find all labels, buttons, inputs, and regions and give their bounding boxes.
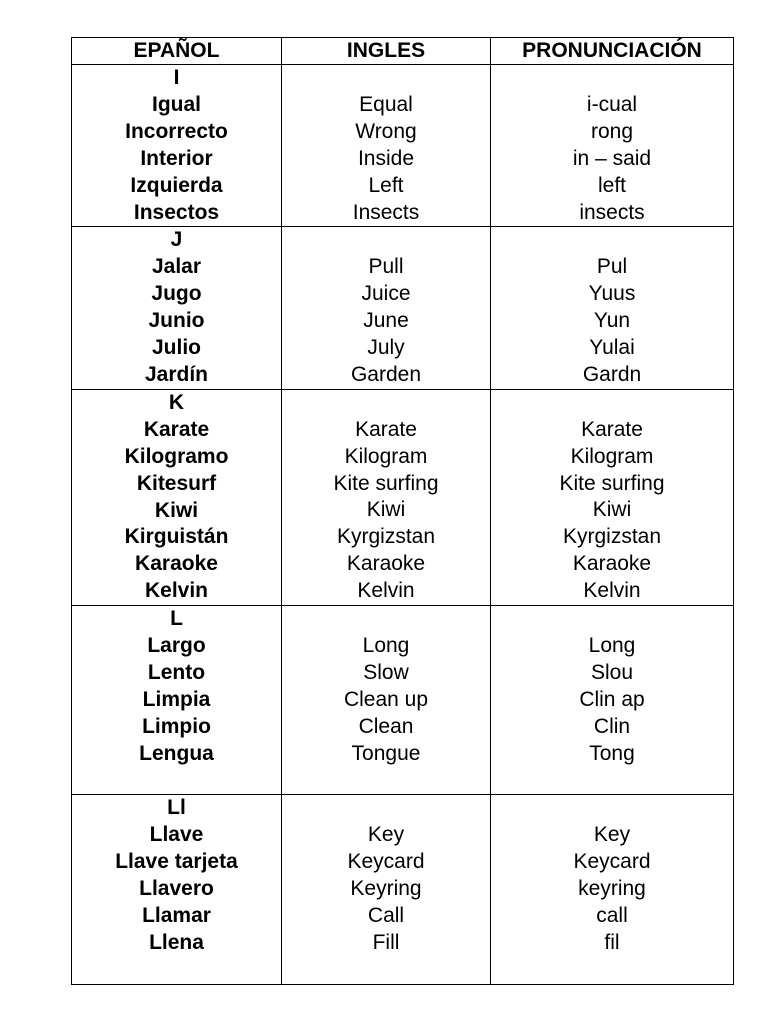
pronunciation-word: Yun <box>593 309 631 333</box>
english-word: Wrong <box>355 119 417 143</box>
english-word: Karate <box>355 417 417 441</box>
english-word: Key <box>367 823 405 847</box>
spanish-word: Limpio <box>142 714 211 738</box>
english-word: Kiwi <box>366 498 406 522</box>
spanish-word: Llamar <box>142 904 211 928</box>
spanish-word: Kirguistán <box>124 525 229 549</box>
cell-spacer <box>491 795 733 822</box>
pronunciation-cell <box>491 795 734 984</box>
cell-spacer <box>491 227 733 254</box>
spanish-word: Junio <box>148 309 205 333</box>
pronunciation-word: keyring <box>578 877 646 901</box>
spanish-word: Interior <box>140 146 213 170</box>
pronunciation-word: Kelvin <box>583 579 641 603</box>
english-word: Keyring <box>350 877 422 901</box>
pronunciation-word: Kilogram <box>570 444 654 468</box>
cell-spacer <box>72 768 281 795</box>
cell-spacer <box>72 957 281 984</box>
spanish-word: Kelvin <box>144 579 209 603</box>
cell-spacer <box>282 957 490 984</box>
header-english: INGLES <box>282 38 491 65</box>
pronunciation-word: Kyrgizstan <box>562 525 662 549</box>
english-word: June <box>363 309 409 333</box>
pronunciation-word: Pul <box>596 255 628 279</box>
spanish-word: Llave tarjeta <box>115 850 238 874</box>
english-word: Fill <box>372 930 400 954</box>
english-word: Kelvin <box>357 579 415 603</box>
header-pronunciation: PRONUNCIACIÓN <box>491 38 734 65</box>
section-letter: K <box>168 390 185 414</box>
header-row <box>72 38 734 65</box>
pronunciation-word: insects <box>579 200 645 224</box>
spanish-word: Igual <box>151 92 201 116</box>
pronunciation-word: Tong <box>589 741 635 765</box>
vocabulary-body <box>72 65 734 985</box>
pronunciation-word: Clin <box>593 714 631 738</box>
english-word: Clean <box>358 714 414 738</box>
section-letter: J <box>170 228 183 252</box>
english-word: Kilogram <box>344 444 428 468</box>
english-word: Long <box>362 634 410 658</box>
spanish-cell <box>72 65 282 227</box>
spanish-word: Llavero <box>139 877 214 901</box>
spanish-word: Largo <box>147 634 206 658</box>
pronunciation-cell <box>491 65 734 227</box>
section-row <box>72 65 734 227</box>
english-word: Juice <box>361 282 411 306</box>
pronunciation-cell <box>491 227 734 389</box>
pronunciation-word: Clin ap <box>579 687 645 711</box>
english-word: Tongue <box>351 741 421 765</box>
english-word: Call <box>367 904 405 928</box>
english-word: Garden <box>350 362 422 386</box>
cell-spacer <box>282 795 490 822</box>
spanish-word: Lento <box>147 660 206 684</box>
spanish-word: Llave <box>149 823 204 847</box>
cell-spacer <box>491 606 733 633</box>
english-word: Clean up <box>343 687 429 711</box>
english-cell <box>282 795 491 984</box>
section-row <box>72 389 734 605</box>
spanish-word: Karate <box>143 417 210 441</box>
cell-spacer <box>282 390 490 417</box>
cell-spacer <box>491 957 733 984</box>
spanish-word: Karaoke <box>135 552 218 576</box>
pronunciation-word: Kiwi <box>592 498 632 522</box>
section-row <box>72 606 734 795</box>
spanish-word: Limpia <box>142 687 211 711</box>
section-letter: Ll <box>167 796 186 820</box>
english-cell <box>282 606 491 795</box>
section-letter: L <box>170 607 183 631</box>
spanish-word: Jugo <box>151 282 202 306</box>
pronunciation-word: call <box>596 904 628 928</box>
spanish-word: Incorrecto <box>125 119 228 143</box>
pronunciation-word: Long <box>588 634 636 658</box>
spanish-word: Jardín <box>144 362 209 386</box>
section-row <box>72 227 734 389</box>
english-word: July <box>367 336 405 360</box>
english-cell <box>282 65 491 227</box>
pronunciation-word: rong <box>590 119 634 143</box>
english-word: Kite surfing <box>333 471 439 495</box>
pronunciation-word: Keycard <box>573 850 651 874</box>
pronunciation-cell <box>491 389 734 605</box>
spanish-word: Jalar <box>151 255 202 279</box>
spanish-word: Julio <box>151 336 201 360</box>
english-word: Kyrgizstan <box>336 525 436 549</box>
pronunciation-word: Kite surfing <box>559 471 665 495</box>
spanish-word: Kiwi <box>154 498 199 522</box>
english-word: Pull <box>368 255 404 279</box>
pronunciation-word: Key <box>593 823 631 847</box>
pronunciation-word: Karate <box>581 417 643 441</box>
pronunciation-word: left <box>597 173 626 197</box>
spanish-cell <box>72 227 282 389</box>
cell-spacer <box>491 768 733 795</box>
pronunciation-word: i-cual <box>586 92 638 116</box>
cell-spacer <box>282 606 490 633</box>
pronunciation-word: Karaoke <box>572 552 652 576</box>
vocabulary-table <box>71 37 734 985</box>
english-word: Inside <box>357 146 415 170</box>
english-cell <box>282 389 491 605</box>
english-word: Insects <box>352 200 420 224</box>
pronunciation-cell <box>491 606 734 795</box>
cell-spacer <box>282 768 490 795</box>
spanish-cell <box>72 606 282 795</box>
cell-spacer <box>491 65 733 92</box>
spanish-word: Lengua <box>139 741 214 765</box>
pronunciation-word: in – said <box>572 146 652 170</box>
english-word: Left <box>368 173 404 197</box>
spanish-word: Kitesurf <box>136 471 217 495</box>
pronunciation-word: Yuus <box>588 282 636 306</box>
english-word: Karaoke <box>346 552 426 576</box>
cell-spacer <box>282 65 490 92</box>
english-word: Equal <box>359 92 413 116</box>
pronunciation-word: Slou <box>590 660 634 684</box>
english-word: Keycard <box>347 850 425 874</box>
cell-spacer <box>282 227 490 254</box>
pronunciation-word: Gardn <box>582 362 642 386</box>
section-row <box>72 795 734 984</box>
english-cell <box>282 227 491 389</box>
spanish-word: Llena <box>149 930 204 954</box>
pronunciation-word: Yulai <box>589 336 635 360</box>
cell-spacer <box>491 390 733 417</box>
section-letter: I <box>173 66 180 89</box>
spanish-cell <box>72 389 282 605</box>
pronunciation-word: fil <box>604 930 620 954</box>
english-word: Slow <box>363 660 409 684</box>
spanish-word: Izquierda <box>130 173 223 197</box>
header-spanish: EPAÑOL <box>72 38 282 65</box>
spanish-word: Insectos <box>133 200 220 224</box>
spanish-cell <box>72 795 282 984</box>
spanish-word: Kilogramo <box>124 444 229 468</box>
